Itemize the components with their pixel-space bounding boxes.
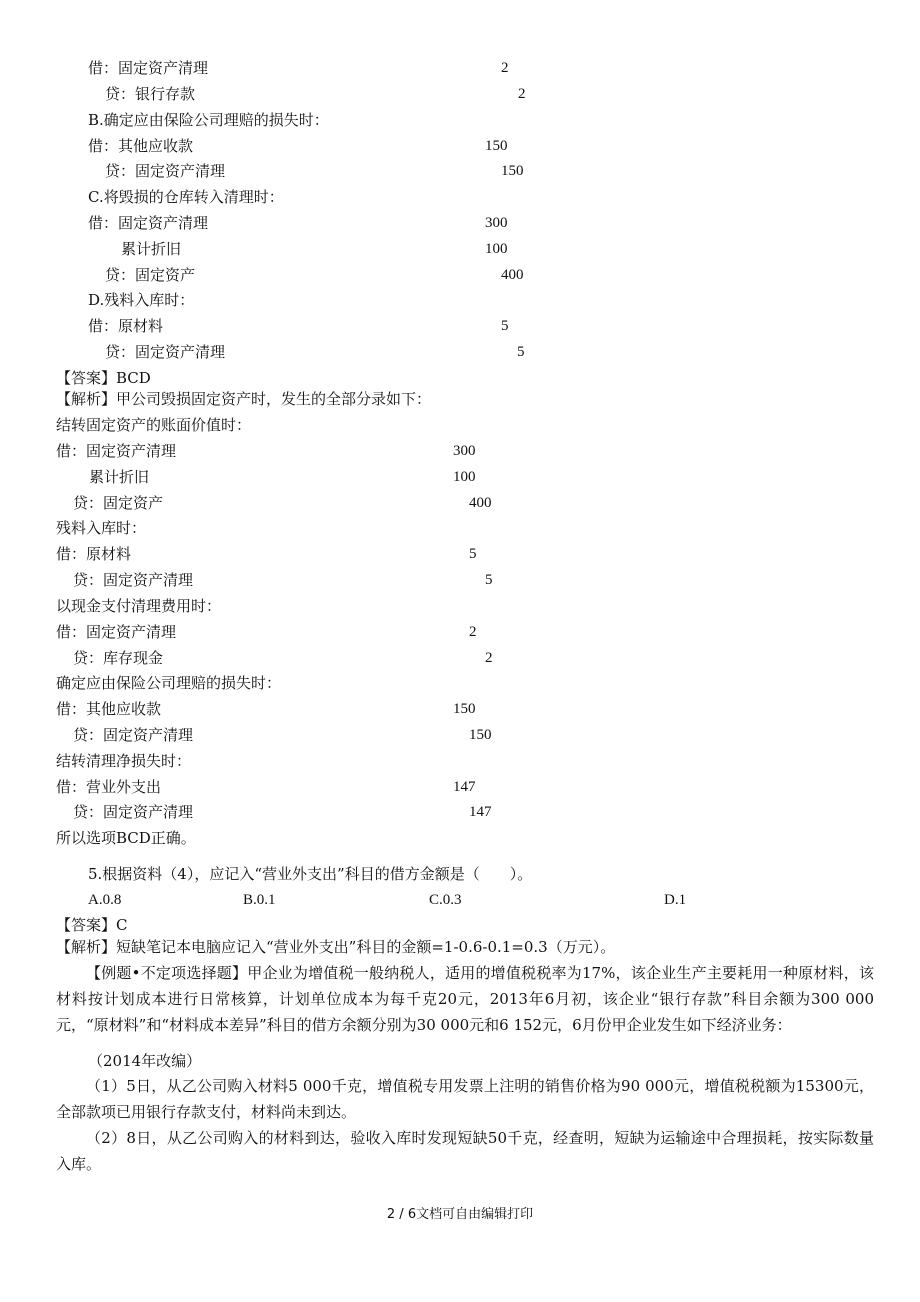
entry-debit-label: 借：其他应收款: [56, 700, 162, 718]
entry-amount: 147: [453, 779, 476, 795]
section-heading: 以现金支付清理费用时：: [56, 597, 222, 615]
entry-debit-label: 借：其他应收款: [88, 137, 194, 155]
answer-label: 【答案】BCD: [56, 369, 151, 387]
answer-label: 【答案】C: [56, 916, 128, 934]
conclusion-text: 所以选项BCD正确。: [56, 829, 196, 847]
entry-credit-label: 贷：固定资产清理: [73, 726, 194, 744]
entry-amount: 100: [485, 241, 508, 257]
entry-debit-label: 累计折旧: [121, 240, 182, 258]
option-d: D.1: [664, 892, 687, 908]
entry-debit-label: 借：固定资产清理: [88, 214, 209, 232]
entry-amount: 5: [517, 344, 525, 360]
entry-amount: 300: [485, 215, 508, 231]
section-heading: 结转清理净损失时：: [56, 752, 192, 770]
analysis-text: 【解析】短缺笔记本电脑应记入“营业外支出”科目的金额=1-0.6-0.1=0.3（万元）。: [56, 938, 616, 956]
entry-debit-label: 累计折旧: [89, 468, 150, 486]
option-b: B.0.1: [243, 892, 276, 908]
entry-credit-label: 贷：库存现金: [73, 649, 164, 667]
entry-debit-label: 借：固定资产清理: [56, 442, 177, 460]
entry-amount: 2: [485, 650, 493, 666]
entry-amount: 2: [518, 86, 526, 102]
section-heading: 确定应由保险公司理赔的损失时：: [56, 674, 282, 692]
entry-credit-label: 贷：固定资产: [73, 494, 164, 512]
entry-credit-label: 贷：固定资产清理: [105, 343, 226, 361]
entry-amount: 300: [453, 443, 476, 459]
option-c-heading: C.将毁损的仓库转入清理时：: [88, 188, 284, 206]
option-a: A.0.8: [88, 892, 122, 908]
section-heading: 残料入库时：: [56, 519, 147, 537]
entry-debit-label: 借：固定资产清理: [56, 623, 177, 641]
entry-amount: 5: [485, 572, 493, 588]
entry-credit-label: 贷：固定资产清理: [73, 571, 194, 589]
example-intro: 【例题•不定项选择题】甲企业为增值税一般纳税人，适用的增值税税率为17%，该企业生产主要耗用一种原材料，该材料按计划成本进行日常核算，计划单位成本为每千克20元，2013年6月初，该企业“银行存款”科目余额为300 000元，“原材料”和“材料成本差异”科目的借方余额分别为30 000元和6 152元，6月份甲企业发生如下经济业务：: [56, 964, 874, 1034]
option-d-heading: D.残料入库时：: [88, 291, 195, 309]
entry-amount: 2: [469, 624, 477, 640]
entry-amount: 150: [485, 138, 508, 154]
section-heading: 结转固定资产的账面价值时：: [56, 416, 252, 434]
option-b-heading: B.确定应由保险公司理赔的损失时：: [88, 111, 329, 129]
entry-amount: 5: [501, 318, 509, 334]
analysis-text: 【解析】甲公司毁损固定资产时，发生的全部分录如下：: [56, 390, 432, 408]
entry-debit-label: 借：固定资产清理: [88, 59, 209, 77]
question-text: 5.根据资料（4），应记入“营业外支出”科目的借方金额是（ ）。: [88, 865, 533, 883]
entry-credit-label: 贷：固定资产清理: [105, 162, 226, 180]
option-c: C.0.3: [429, 892, 462, 908]
example-item-1: （1）5日，从乙公司购入材料5 000千克，增值税专用发票上注明的销售价格为90 000元，增值税税额为15300元，全部款项已用银行存款支付，材料尚未到达。: [56, 1077, 874, 1121]
example-source: （2014年改编）: [88, 1052, 202, 1070]
entry-amount: 150: [501, 163, 524, 179]
entry-amount: 150: [469, 727, 492, 743]
entry-credit-label: 贷：固定资产清理: [73, 803, 194, 821]
page-footer: 2 / 6文档可自由编辑打印: [386, 1207, 534, 1222]
entry-debit-label: 借：原材料: [88, 317, 164, 335]
entry-credit-label: 贷：固定资产: [105, 266, 196, 284]
entry-amount: 150: [453, 701, 476, 717]
entry-amount: 400: [469, 495, 492, 511]
entry-amount: 100: [453, 469, 476, 485]
example-item-2: （2）8日，从乙公司购入的材料到达，验收入库时发现短缺50千克，经查明，短缺为运输途中合理损耗，按实际数量入库。: [56, 1129, 874, 1173]
entry-debit-label: 借：营业外支出: [56, 778, 162, 796]
entry-amount: 147: [469, 804, 492, 820]
entry-amount: 5: [469, 546, 477, 562]
entry-amount: 2: [501, 60, 509, 76]
entry-amount: 400: [501, 267, 524, 283]
entry-debit-label: 借：原材料: [56, 545, 132, 563]
entry-credit-label: 贷：银行存款: [105, 85, 196, 103]
